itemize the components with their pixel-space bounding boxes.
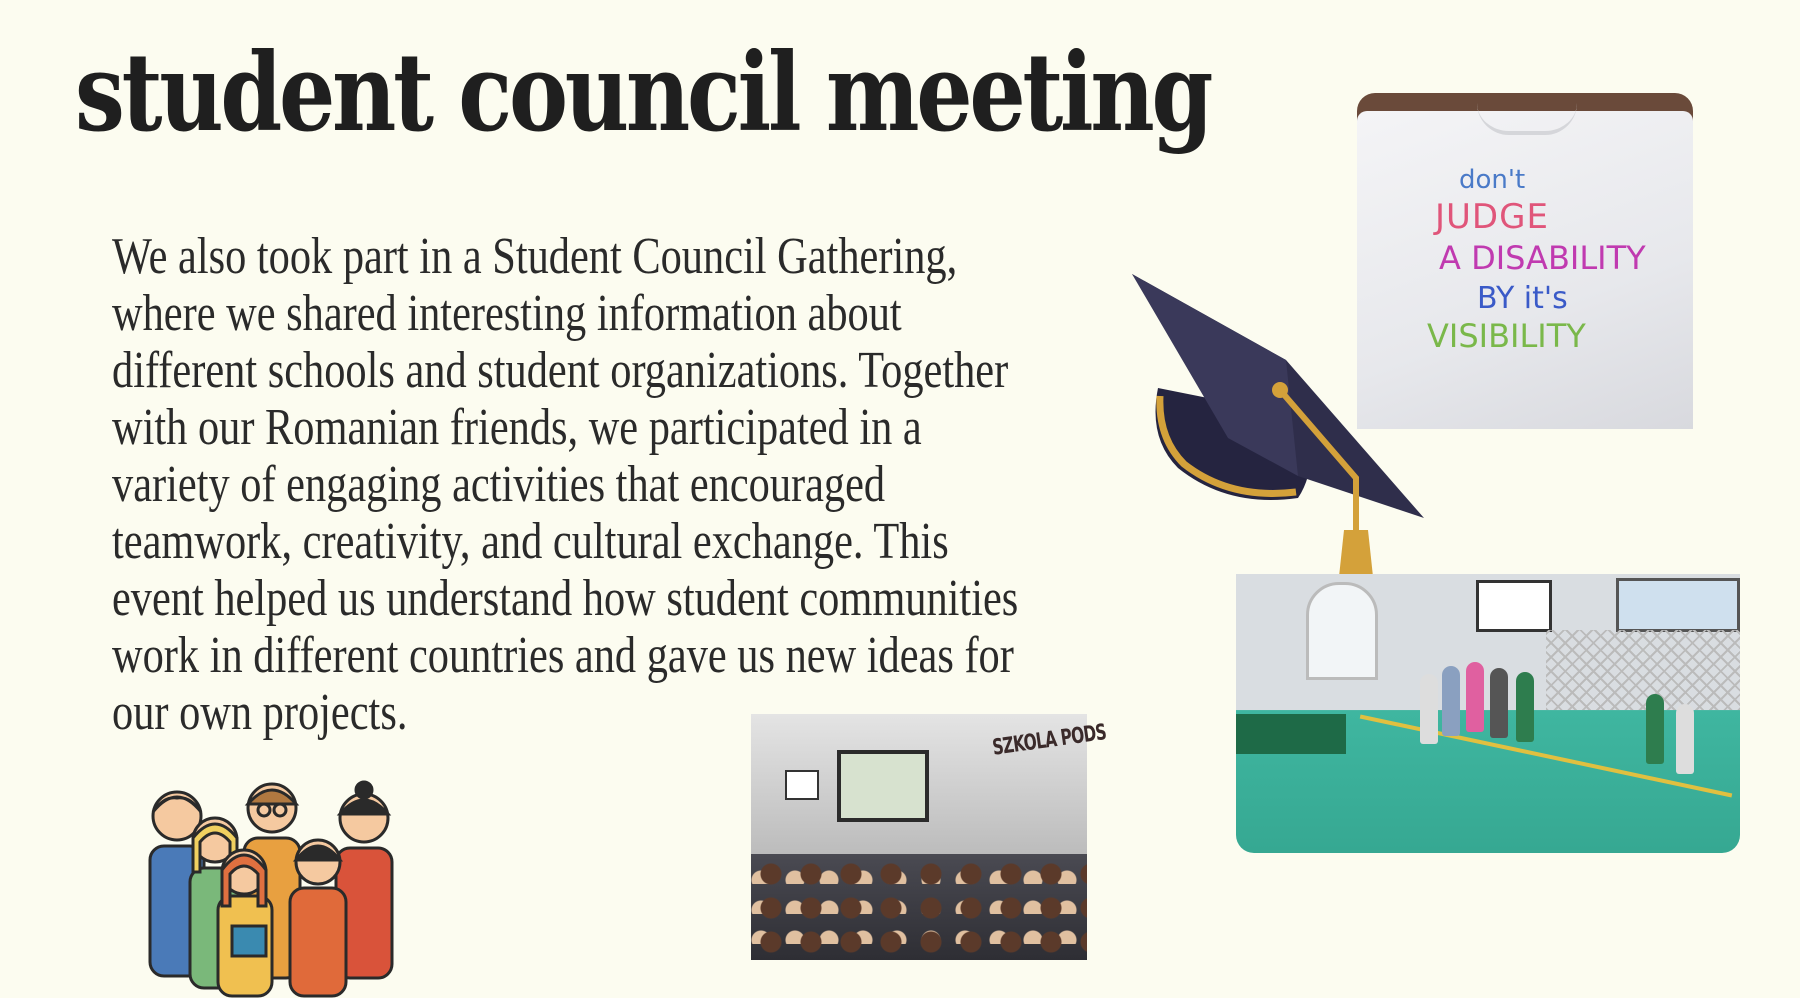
body-line: event helped us understand how student communities bbox=[112, 570, 1019, 627]
audience-crowd bbox=[751, 854, 1087, 960]
person bbox=[1516, 672, 1534, 742]
shirt-text-line: don't bbox=[1459, 165, 1526, 195]
shirt-text-line: BY it's bbox=[1477, 281, 1568, 316]
hall-window bbox=[1306, 582, 1378, 680]
green-table bbox=[1236, 714, 1346, 754]
slide-body-text bbox=[112, 228, 1106, 741]
person bbox=[1466, 662, 1484, 732]
body-line: teamwork, creativity, and cultural exchange. This bbox=[112, 513, 949, 570]
gym-activity-photo bbox=[1236, 574, 1740, 853]
body-line: different schools and student organizations. Together bbox=[112, 342, 1009, 399]
person bbox=[1490, 668, 1508, 738]
slide-title: student council meeting bbox=[75, 30, 1211, 156]
basketball-backboard bbox=[785, 770, 819, 800]
students-group-icon bbox=[140, 776, 420, 998]
auditorium-photo bbox=[751, 714, 1108, 960]
person bbox=[1646, 694, 1664, 764]
person bbox=[1420, 674, 1438, 744]
body-line: variety of engaging activities that encouraged bbox=[112, 456, 886, 513]
shirt-text-line: JUDGE bbox=[1435, 197, 1549, 237]
safety-net bbox=[1546, 630, 1740, 710]
graduation-cap-icon bbox=[1118, 268, 1436, 586]
shirt-text-line: VISIBILITY bbox=[1427, 317, 1586, 355]
projection-screen bbox=[837, 750, 929, 822]
person bbox=[1676, 704, 1694, 774]
basketball-backboard bbox=[1476, 580, 1552, 632]
body-line: where we shared interesting information about bbox=[112, 285, 902, 342]
shirt-text-line: A DISABILITY bbox=[1439, 239, 1646, 277]
body-line: our own projects. bbox=[112, 684, 408, 741]
projection-screen bbox=[1616, 578, 1740, 632]
wall-lettering: SZKOLA PODS bbox=[991, 720, 1108, 761]
body-line: work in different countries and gave us new ideas for bbox=[112, 627, 1014, 684]
body-line: with our Romanian friends, we participated in a bbox=[112, 399, 922, 456]
person bbox=[1442, 666, 1460, 736]
body-line: We also took part in a Student Council Gathering, bbox=[112, 228, 958, 285]
